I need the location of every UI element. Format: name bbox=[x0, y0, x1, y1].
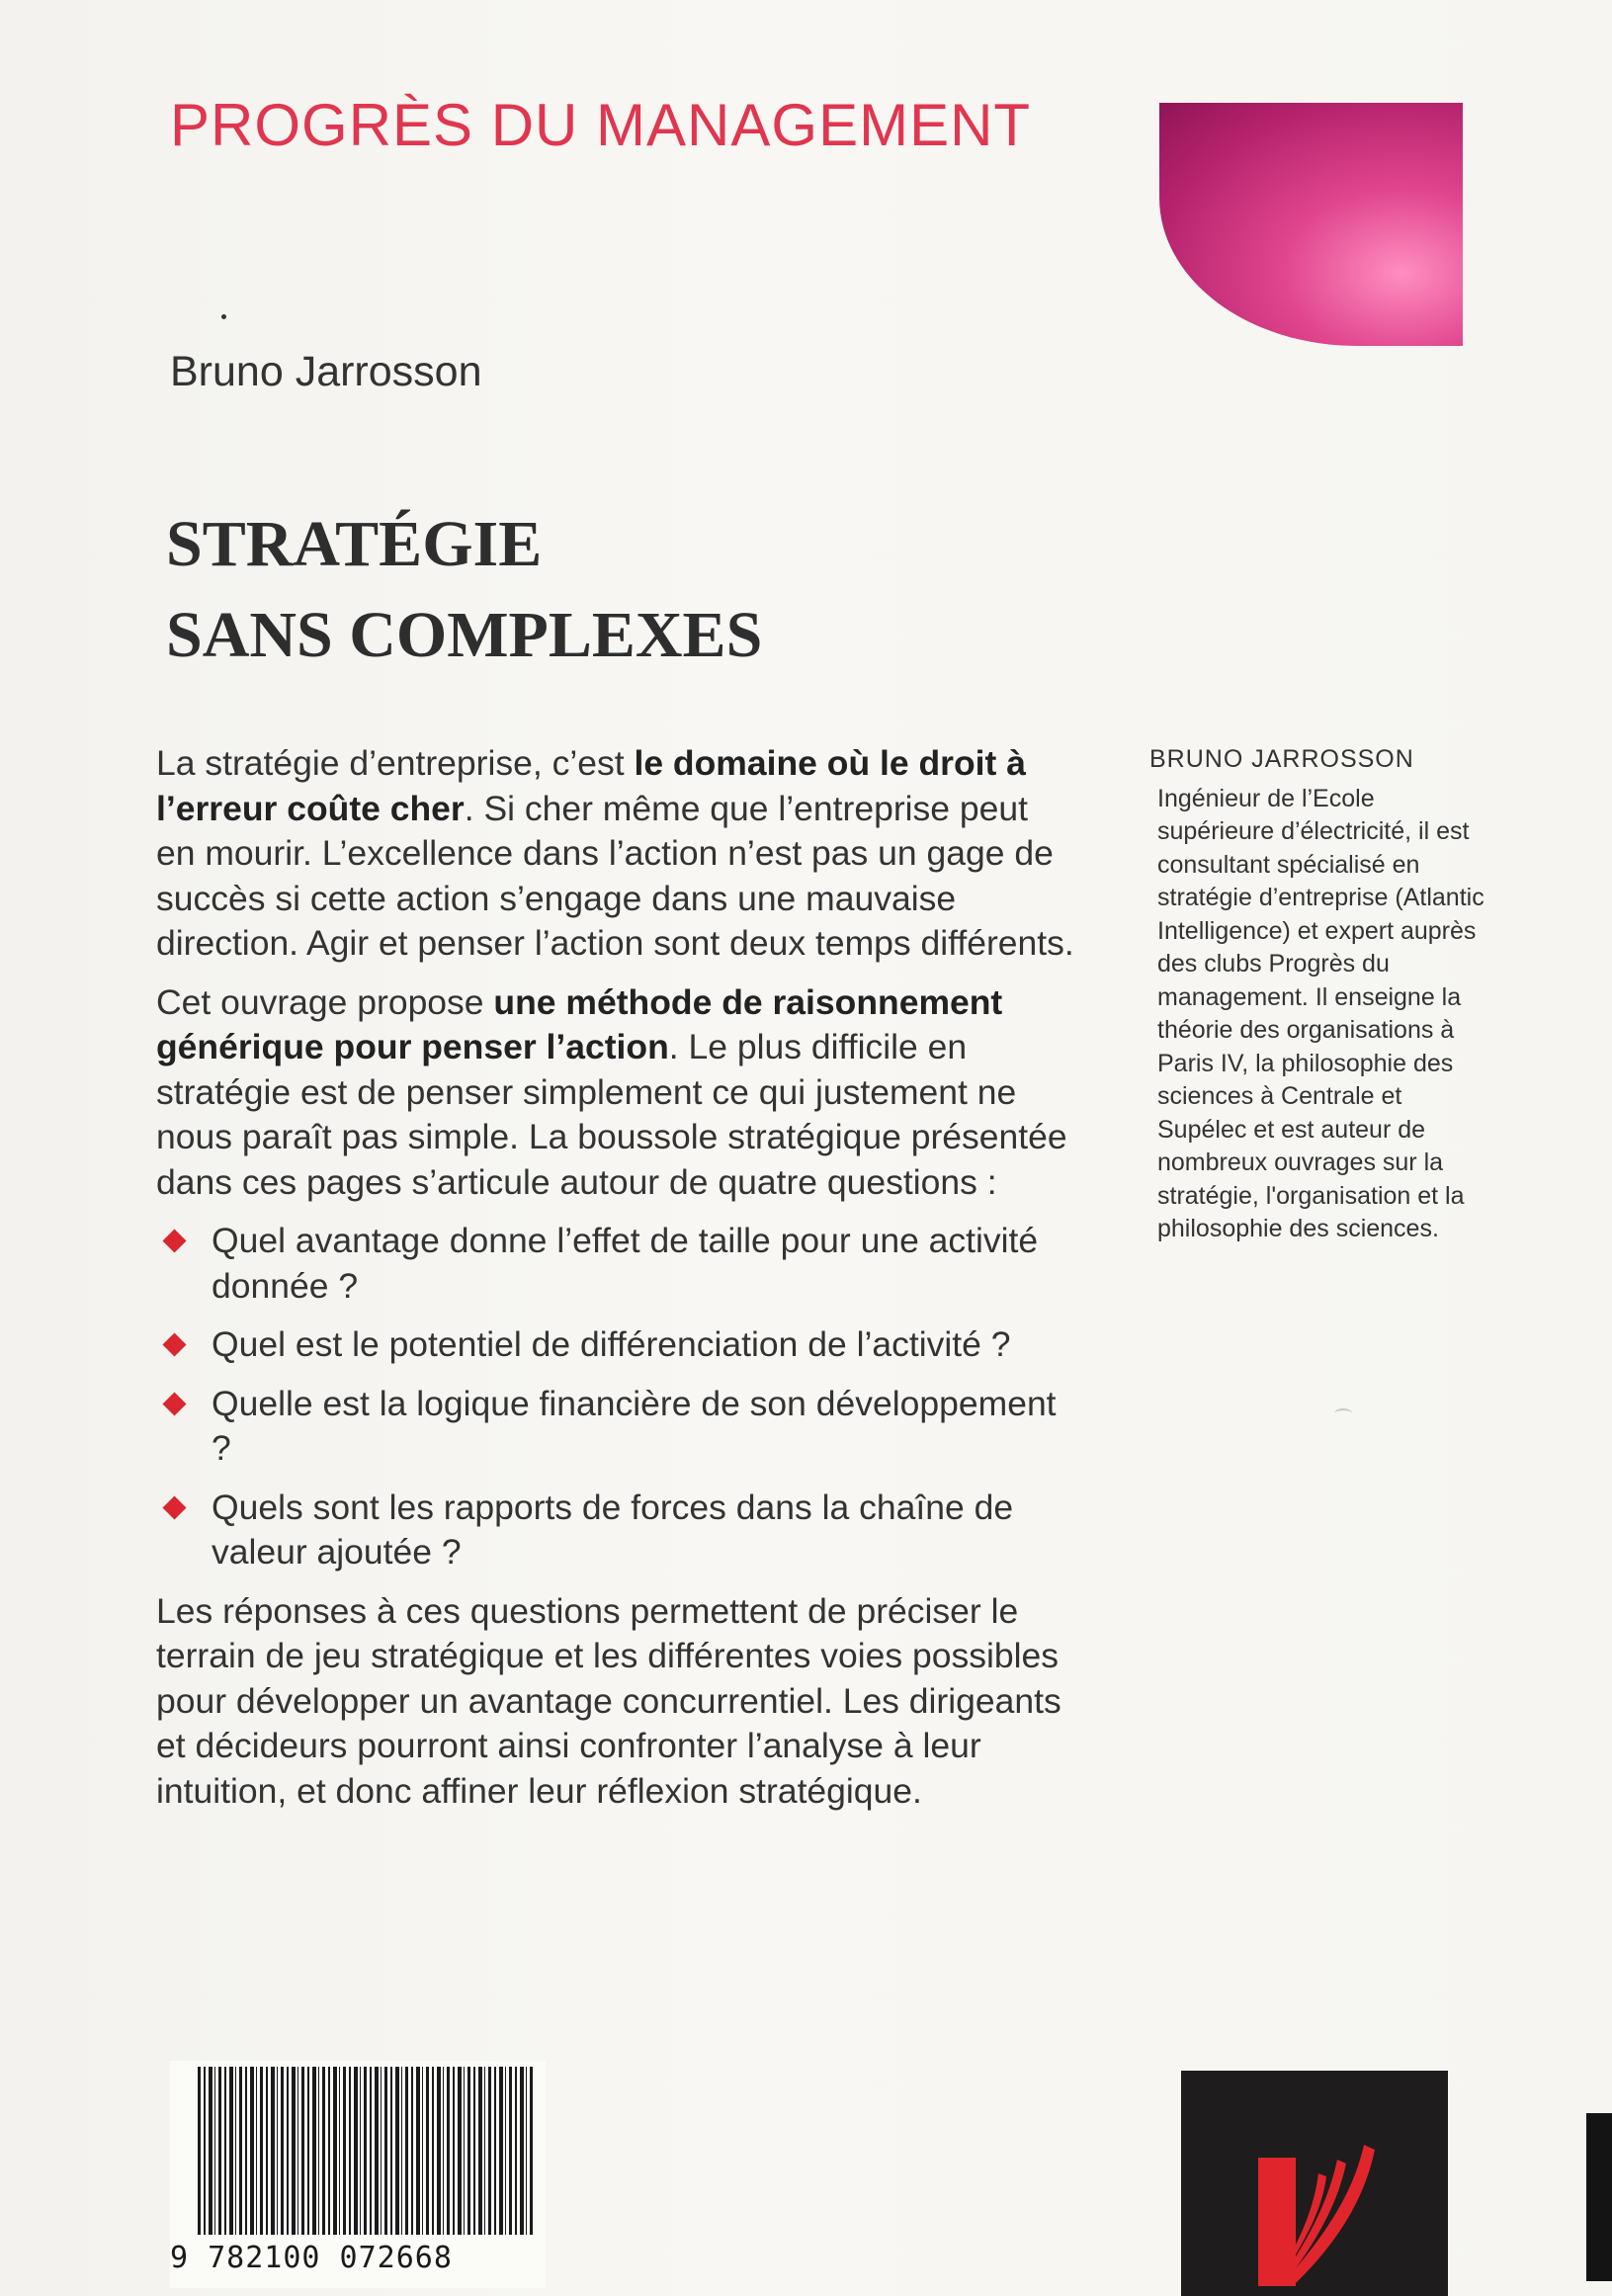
smudge bbox=[1334, 1408, 1352, 1418]
edge-block bbox=[1586, 2113, 1612, 2281]
diamond-bullet-icon bbox=[162, 1392, 186, 1415]
list-item: Quel avantage donne l’effet de taille pour une activité donnée ? bbox=[156, 1219, 1075, 1309]
list-item: Quelle est la logique financière de son développement ? bbox=[156, 1382, 1075, 1472]
list-item: Quel est le potentiel de différenciation de l’activité ? bbox=[156, 1322, 1075, 1368]
book-title-line-1: STRATÉGIE bbox=[166, 508, 543, 580]
diamond-bullet-icon bbox=[162, 1495, 186, 1519]
author-bio bbox=[1149, 743, 1485, 1246]
book-title bbox=[166, 499, 762, 681]
bio-author-name: BRUNO JARROSSON bbox=[1149, 745, 1414, 773]
description bbox=[156, 741, 1075, 1828]
description-paragraph-2: Cet ouvrage propose une méthode de raisonnement générique pour penser l’action. Le plus difficile en stratégie est de penser simplement ce qui justement ne nous paraît pas simple. La boussole stratégique présentée dans ces pages s’articule autour de quatre questions : bbox=[156, 981, 1067, 1202]
emphasis: une méthode de raisonnement générique pour penser l’action bbox=[156, 981, 1003, 1066]
list-item: Quels sont les rapports de forces dans la chaîne de valeur ajoutée ? bbox=[156, 1486, 1075, 1575]
series-title: PROGRÈS DU MANAGEMENT bbox=[170, 92, 1032, 158]
publisher-logo bbox=[1181, 2071, 1448, 2296]
author-name: Bruno Jarrosson bbox=[170, 348, 482, 395]
diamond-bullet-icon bbox=[162, 1229, 186, 1252]
isbn-number: 9 782100 072668 bbox=[170, 2241, 453, 2275]
description-paragraph-1: La stratégie d’entreprise, c’est le domaine où le droit à l’erreur coûte cher. Si cher même que l’entreprise peut en mourir. L’excellence dans l’action n’est pas un gage de succès si cette action s’engage dans une mauvaise direction. Agir et penser l’action sont deux temps différents. bbox=[156, 743, 1074, 963]
publisher-logo-icon bbox=[1181, 2071, 1448, 2296]
decorative-gradient-block bbox=[1159, 103, 1463, 346]
speck bbox=[221, 314, 226, 319]
bio-text: Ingénieur de l’Ecole supérieure d’électricité, il est consultant spécialisé en stratégie d’entreprise (Atlantic Intelligence) et expert auprès des clubs Progrès du management. Il enseigne la théorie des organisations à Paris IV, la philosophie des sciences à Centrale et Supélec et est auteur de nombreux ouvrages sur la stratégie, l'organisation et la philosophie des sciences. bbox=[1157, 784, 1485, 1242]
book-title-line-2: SANS COMPLEXES bbox=[166, 599, 763, 671]
barcode bbox=[170, 2061, 546, 2288]
question-list bbox=[156, 1219, 1075, 1575]
barcode-bars-icon bbox=[198, 2067, 534, 2235]
emphasis: le domaine où le droit à l’erreur coûte cher bbox=[156, 743, 1026, 828]
description-paragraph-3: Les réponses à ces questions permettent de préciser le terrain de jeu stratégique et les différentes voies possibles pour développer un avantage concurrentiel. Les dirigeants et décideurs pourront ainsi confronter l’analyse à leur intuition, et donc affiner leur réflexion stratégique. bbox=[156, 1590, 1061, 1811]
diamond-bullet-icon bbox=[162, 1332, 186, 1356]
